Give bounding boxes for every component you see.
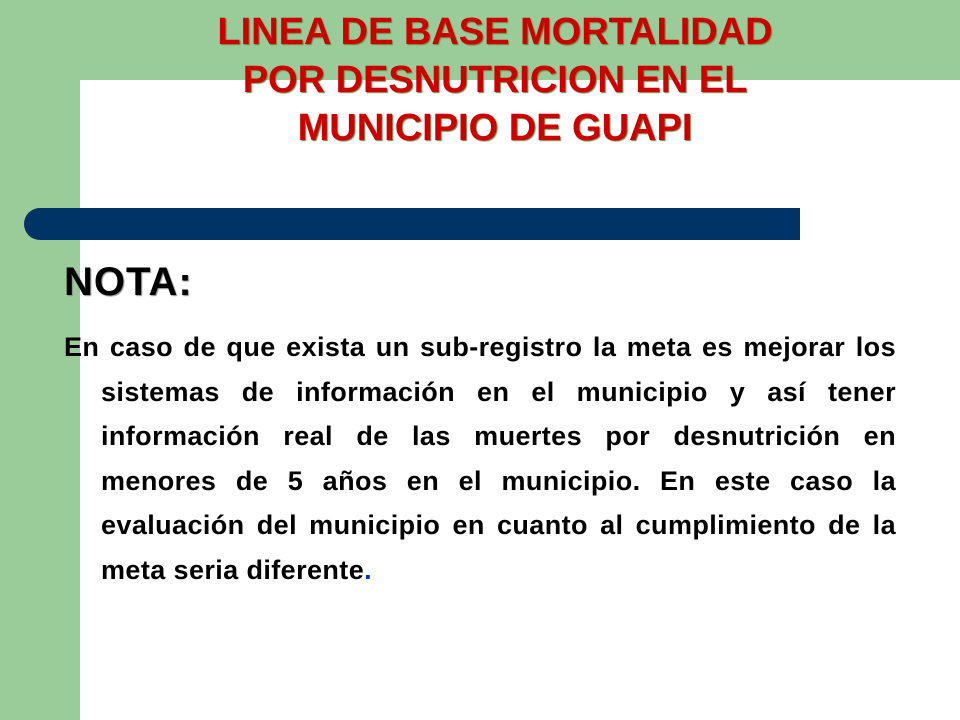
title-line-2: POR DESNUTRICION EN EL [242,59,748,101]
slide-title [100,8,890,152]
title-divider-bar [24,208,800,240]
note-body-content: En caso de que exista un sub-registro la meta es mejorar los sistemas de información en el municipio y así tener información real de las muertes por desnutrición en menores de 5 años en el municipio. En este caso la evaluación del municipio en cuanto al cumplimiento de la meta seria diferente [64,332,896,585]
title-line-3: MUNICIPIO DE GUAPI [297,107,693,149]
title-line-1: LINEA DE BASE MORTALIDAD [217,11,773,53]
note-heading: NOTA: [64,260,193,304]
note-body-text [64,325,896,592]
note-end-mark: . [364,554,373,585]
